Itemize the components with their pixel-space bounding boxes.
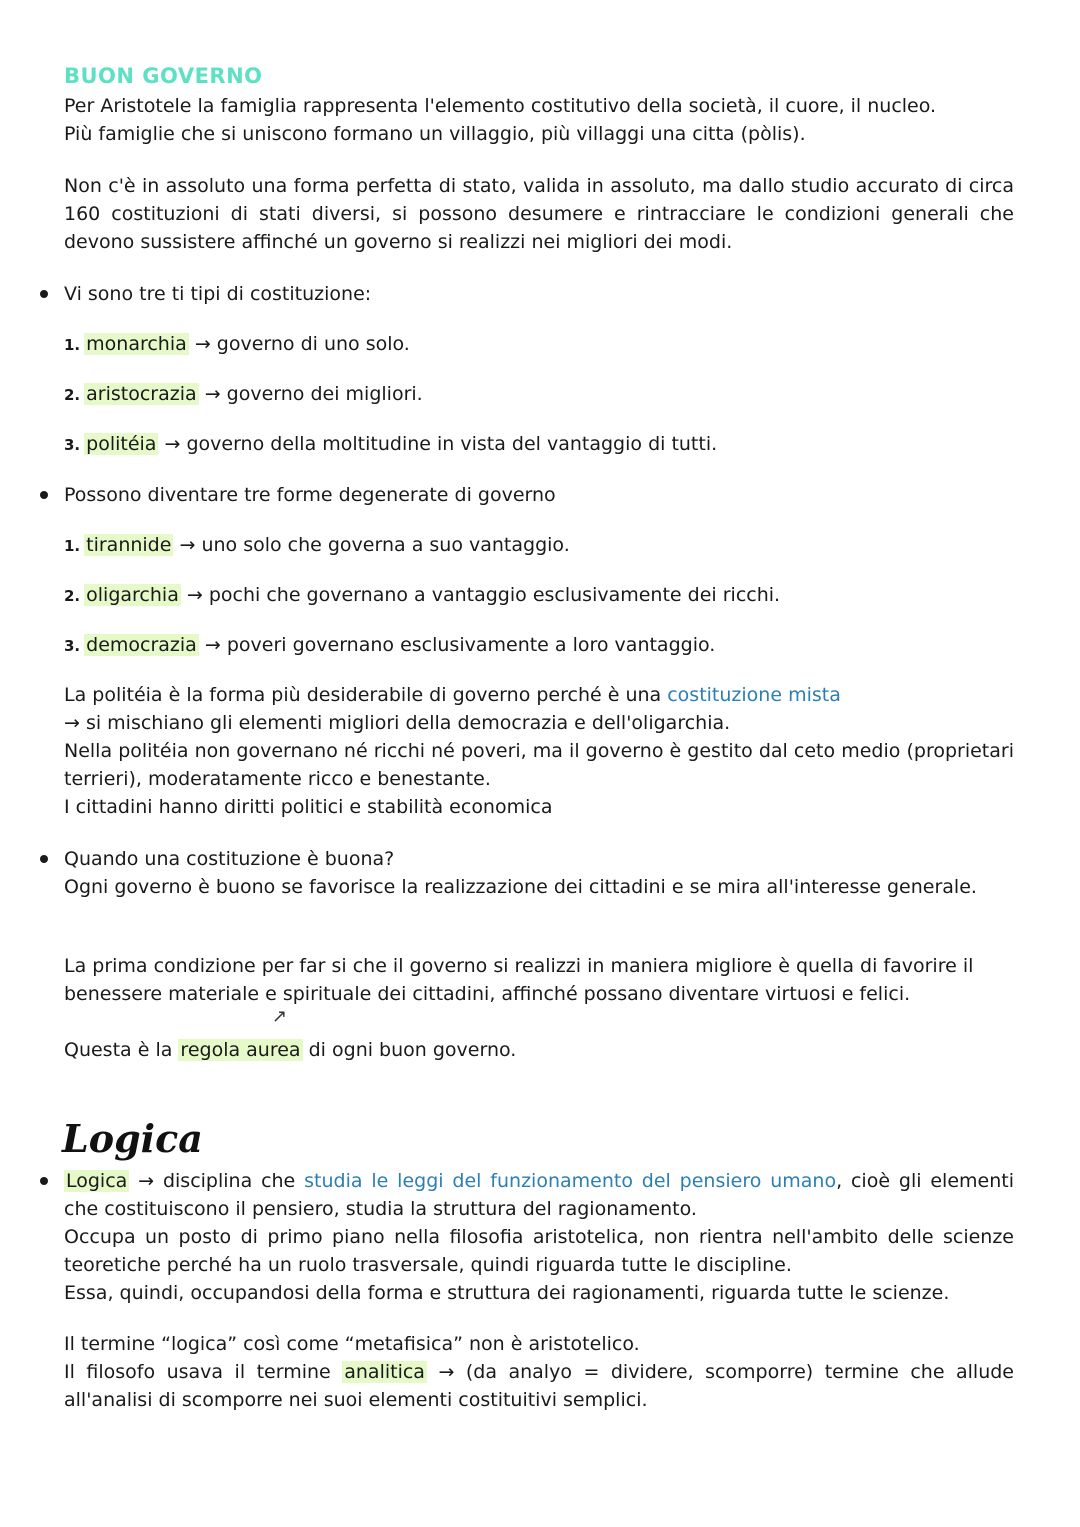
question-line: Quando una costituzione è buona? — [64, 848, 395, 870]
bullet-costituzione: Vi sono tre ti tipi di costituzione: — [64, 283, 372, 305]
term-description: → governo della moltitudine in vista del vantaggio di tutti. — [164, 433, 718, 455]
termine-paragraph — [64, 1330, 1014, 1414]
bullet-dot-icon — [40, 855, 48, 863]
politeia-line-1: La politéia è la forma più desiderabile di governo perché è una costituzione mista — [64, 684, 841, 706]
politeia-line-3: Nella politéia non governano né ricchi né poveri, ma il governo è gestito dal ceto medio (proprietari terrieri), moderatamente ricco e benestante. — [64, 740, 1014, 790]
term-description: → pochi che governano a vantaggio esclusivamente dei ricchi. — [186, 584, 781, 606]
list-item-politeia — [64, 430, 1014, 459]
list-item-aristocrazia — [64, 380, 1014, 409]
bullet-degenerate: Possono diventare tre forme degenerate di governo — [64, 484, 556, 506]
termine-line: Il termine “logica” così come “metafisica” non è aristotelico. — [64, 1333, 640, 1355]
highlight-term: regola aurea — [180, 1039, 301, 1061]
intro-paragraph — [64, 92, 1014, 148]
highlight-term: politéia — [86, 433, 157, 455]
highlight-term: aristocrazia — [86, 383, 197, 405]
list-number: 2. — [64, 587, 81, 605]
list-number: 3. — [64, 637, 81, 655]
highlight-term: democrazia — [86, 634, 197, 656]
bullet-dot-icon — [40, 491, 48, 499]
list-number: 1. — [64, 537, 81, 555]
regola-aurea-line: Questa è la regola aurea di ogni buon governo. — [64, 1039, 517, 1061]
intro-line-1: Per Aristotele la famiglia rappresenta l'elemento costitutivo della società, il cuore, il nucleo. — [64, 95, 937, 117]
small-arrow-icon: ↗ — [272, 1006, 288, 1027]
politeia-paragraph — [64, 681, 1014, 821]
bullet-buona — [64, 845, 1014, 901]
logica-definition: Logica → disciplina che studia le leggi del funzionamento del pensiero umano, cioè gli elementi che costituiscono il pensiero, studia la struttura del ragionamento. — [64, 1170, 1014, 1220]
list-number: 1. — [64, 336, 81, 354]
highlight-term: oligarchia — [86, 584, 179, 606]
logica-line-3: Occupa un posto di primo piano nella filosofia aristotelica, non rientra nell'ambito delle scienze teoretiche perché ha un ruolo trasversale, quindi riguarda tutte le discipline. — [64, 1226, 1014, 1276]
list-item-monarchia — [64, 330, 1014, 359]
highlight-term: tirannide — [86, 534, 172, 556]
list-item-tirannide — [64, 531, 1014, 560]
stato-paragraph: Non c'è in assoluto una forma perfetta di stato, valida in assoluto, ma dallo studio accurato di circa 160 costituzioni di stati diversi, si possono desumere e rintracciare le condizioni generali che devono sussistere affinché un governo si realizzi nei migliori dei modi. — [64, 175, 1014, 253]
section-title-buon-governo: BUON GOVERNO — [64, 64, 263, 88]
list-item-democrazia — [64, 631, 1014, 660]
section-title-logica: Logica — [62, 1116, 203, 1161]
blue-term: costituzione mista — [667, 684, 841, 706]
highlight-term: Logica — [66, 1170, 128, 1192]
term-description: → poveri governano esclusivamente a loro vantaggio. — [204, 634, 716, 656]
bullet-dot-icon — [40, 290, 48, 298]
highlight-term: monarchia — [86, 333, 187, 355]
term-description: → governo di uno solo. — [194, 333, 410, 355]
list-item-oligarchia — [64, 581, 1014, 610]
blue-term: studia le leggi del funzionamento del pensiero umano — [304, 1170, 837, 1192]
term-description: → governo dei migliori. — [204, 383, 423, 405]
bullet-dot-icon — [40, 1177, 48, 1185]
term-description: → uno solo che governa a suo vantaggio. — [179, 534, 570, 556]
prima-condizione-paragraph: La prima condizione per far si che il governo si realizzi in maniera migliore è quella di favorire il benessere materiale e spirituale dei cittadini, affinché possano diventare virtuosi e felici. — [64, 955, 974, 1005]
logica-line-4: Essa, quindi, occupandosi della forma e struttura dei ragionamenti, riguarda tutte le scienze. — [64, 1282, 950, 1304]
buona-text: Ogni governo è buono se favorisce la realizzazione dei cittadini e se mira all'interesse generale. — [64, 876, 977, 898]
list-number: 3. — [64, 436, 81, 454]
intro-line-2: Più famiglie che si uniscono formano un villaggio, più villaggi una citta (pòlis). — [64, 123, 806, 145]
analitica-line: Il filosofo usava il termine analitica → (da analyo = dividere, scomporre) termine che allude all'analisi di scomporre nei suoi elementi costituitivi semplici. — [64, 1361, 1014, 1411]
politeia-line-2: → si mischiano gli elementi migliori della democrazia e dell'oligarchia. — [64, 712, 731, 734]
list-number: 2. — [64, 386, 81, 404]
politeia-line-4: I cittadini hanno diritti politici e stabilità economica — [64, 796, 553, 818]
highlight-term: analitica — [344, 1361, 425, 1383]
